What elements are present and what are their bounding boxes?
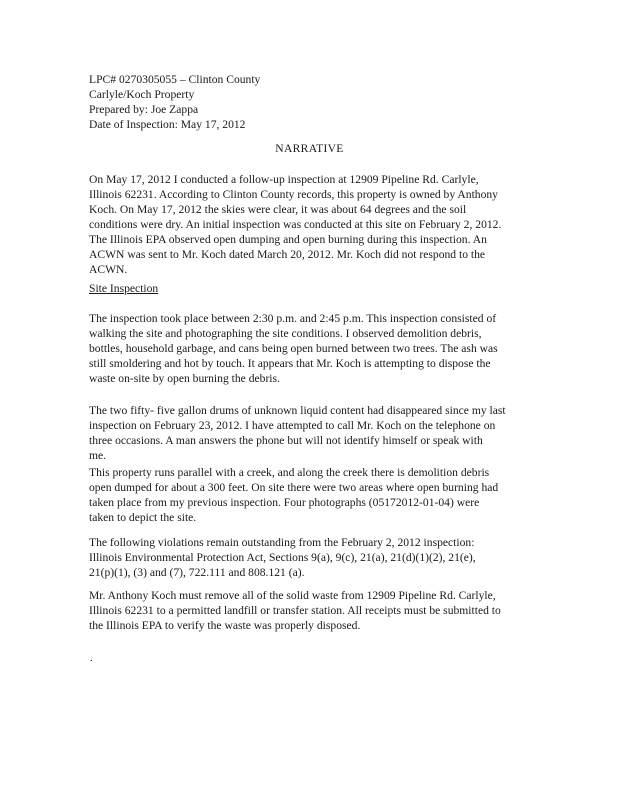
text-line: waste on-site by open burning the debris.: [89, 372, 280, 385]
text-line: The Illinois EPA observed open dumping and open burning during this inspection. An: [89, 233, 487, 246]
text-line: taken place from my previous inspection. Four photographs (05172012-01-04) were: [89, 496, 480, 509]
text-line: three occasions. A man answers the phone but will not identify himself or speak with: [89, 434, 483, 447]
text-line: The following violations remain outstanding from the February 2, 2012 inspection:: [89, 536, 475, 549]
document-title: NARRATIVE: [275, 142, 344, 155]
text-line: Illinois 62231 to a permitted landfill or transfer station. All receipts must be submitted to: [89, 604, 501, 617]
text-line: Mr. Anthony Koch must remove all of the solid waste from 12909 Pipeline Rd. Carlyle,: [89, 589, 496, 602]
text-line: 21(p)(1), (3) and (7), 722.111 and 808.121 (a).: [89, 566, 305, 579]
trailing-mark: .: [90, 652, 93, 664]
paragraph-5: [89, 535, 534, 580]
text-line: ACWN.: [89, 263, 128, 276]
text-line: The inspection took place between 2:30 p.m. and 2:45 p.m. This inspection consisted of: [89, 312, 497, 325]
paragraph-6: [89, 588, 534, 633]
text-line: taken to depict the site.: [89, 511, 197, 524]
text-line: Koch. On May 17, 2012 the skies were clear, it was about 64 degrees and the soil: [89, 203, 467, 216]
text-line: open dumped for about a 300 feet. On site there were two areas where open burning had: [89, 481, 499, 494]
text-line: walking the site and photographing the site conditions. I observed demolition debris,: [89, 327, 482, 340]
text-line: This property runs parallel with a creek, and along the creek there is demolition debris: [89, 466, 490, 479]
header-line: Date of Inspection: May 17, 2012: [89, 118, 246, 131]
text-line: conditions were dry. An initial inspection was conducted at this site on February 2, 2012.: [89, 218, 502, 231]
text-line: ACWN was sent to Mr. Koch dated March 20, 2012. Mr. Koch did not respond to the: [89, 248, 486, 261]
text-line: still smoldering and hot by touch. It appears that Mr. Koch is attempting to dispose the: [89, 357, 491, 370]
paragraph-3: [89, 403, 534, 463]
paragraph-1: [89, 172, 534, 277]
header-block: [89, 72, 534, 132]
text-line: the Illinois EPA to verify the waste was properly disposed.: [89, 619, 361, 632]
header-line: Carlyle/Koch Property: [89, 88, 195, 101]
paragraph-2: [89, 311, 534, 386]
text-line: bottles, household garbage, and cans being open burned between two trees. The ash was: [89, 342, 498, 355]
section-heading: Site Inspection: [89, 282, 159, 295]
text-line: Illinois 62231. According to Clinton County records, this property is owned by Anthony: [89, 188, 498, 201]
header-line: Prepared by: Joe Zappa: [89, 103, 199, 116]
text-line: inspection on February 23, 2012. I have attempted to call Mr. Koch on the telephone on: [89, 419, 496, 432]
text-line: The two fifty- five gallon drums of unknown liquid content had disappeared since my last: [89, 404, 506, 417]
text-line: Illinois Environmental Protection Act, Sections 9(a), 9(c), 21(a), 21(d)(1)(2), 21(e),: [89, 551, 476, 564]
text-line: me.: [89, 449, 107, 462]
paragraph-4: [89, 465, 534, 525]
header-line: LPC# 0270305055 – Clinton County: [89, 73, 261, 86]
text-line: On May 17, 2012 I conducted a follow-up inspection at 12909 Pipeline Rd. Carlyle,: [89, 173, 479, 186]
